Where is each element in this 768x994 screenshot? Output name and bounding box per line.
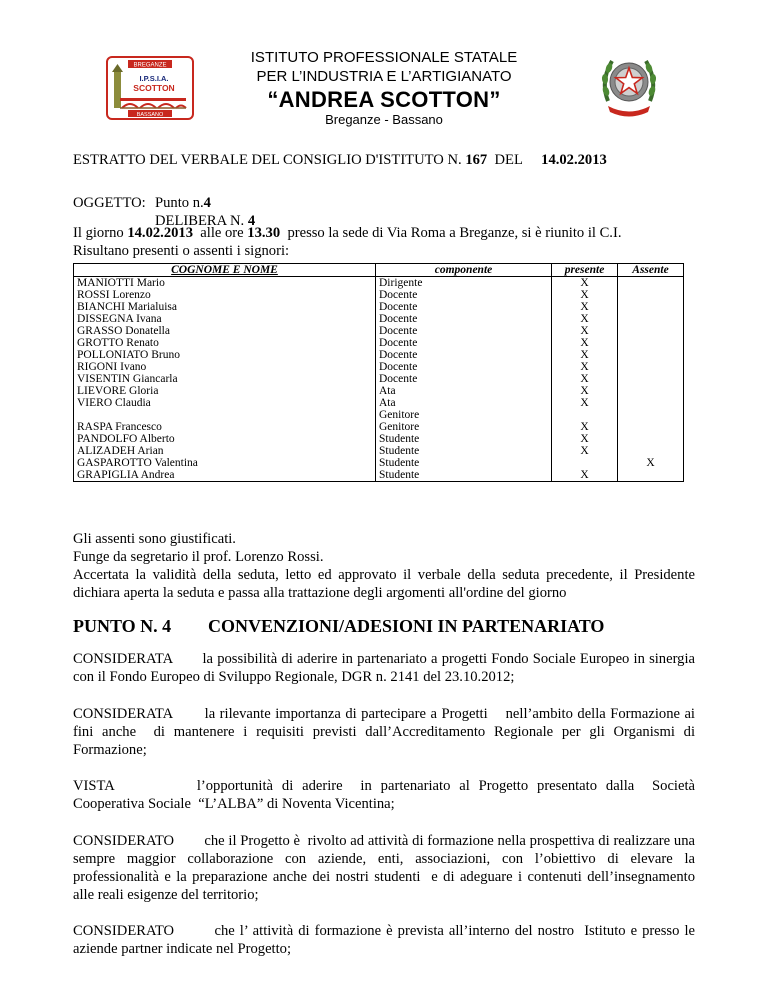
- member-absent: [618, 409, 684, 421]
- member-present: X: [552, 385, 618, 397]
- member-name: GASPAROTTO Valentina: [74, 457, 376, 469]
- member-name: [74, 409, 376, 421]
- assenti-note: Gli assenti sono giustificati.: [73, 531, 236, 547]
- table-row: [74, 289, 684, 301]
- header-line-2: PER L’INDUSTRIA E L’ARTIGIANATO: [256, 68, 512, 85]
- member-name: DISSEGNA Ivana: [74, 313, 376, 325]
- punto-title: CONVENZIONI/ADESIONI IN PARTENARIATO: [208, 616, 605, 636]
- member-role: Docente: [376, 337, 552, 349]
- italian-republic-emblem-icon: [598, 51, 660, 119]
- header-assente: Assente: [618, 264, 684, 277]
- estratto-line: ESTRATTO DEL VERBALE DEL CONSIGLIO D'ISTITUTO N. 167 DEL 14.02.2013: [73, 152, 607, 168]
- member-name: GRAPIGLIA Andrea: [74, 469, 376, 482]
- member-role: Docente: [376, 289, 552, 301]
- paragraph-considerata-1: CONSIDERATA la possibilità di aderire in partenariato a progetti Fondo Sociale Europeo in sinergia con il Fondo Europeo di Sviluppo Regionale, DGR n. 2141 del 23.10.2012;: [73, 651, 695, 685]
- member-absent: [618, 313, 684, 325]
- member-present: X: [552, 277, 618, 290]
- member-absent: [618, 421, 684, 433]
- member-present: X: [552, 445, 618, 457]
- member-present: X: [552, 313, 618, 325]
- segretario-note: Funge da segretario il prof. Lorenzo Rossi.: [73, 549, 324, 565]
- member-role: Ata: [376, 397, 552, 409]
- svg-text:SCOTTON: SCOTTON: [133, 83, 175, 93]
- member-name: PANDOLFO Alberto: [74, 433, 376, 445]
- member-role: Docente: [376, 373, 552, 385]
- paragraph-considerato-1: CONSIDERATO che il Progetto è rivolto ad attività di formazione nella prospettiva di realizzare una sempre maggior collaborazione con aziende, enti, associazioni, con l’obiettivo di elevare la professionalità e la preparazione anche dei nostri studenti e di adeguare i contenuti dell’insegnamento alle reali esigenze del territorio;: [73, 833, 699, 903]
- member-present: X: [552, 337, 618, 349]
- table-header-row: [74, 264, 684, 277]
- school-logo: [106, 56, 194, 120]
- member-role: Studente: [376, 457, 552, 469]
- member-name: RIGONI Ivano: [74, 361, 376, 373]
- intro-line-1: Il giorno 14.02.2013 alle ore 13.30 presso la sede di Via Roma a Breganze, si è riunito il C.I.: [73, 225, 622, 241]
- member-role: Genitore: [376, 421, 552, 433]
- member-name: ROSSI Lorenzo: [74, 289, 376, 301]
- verbale-number: 167: [465, 152, 488, 168]
- member-role: Genitore: [376, 409, 552, 421]
- member-name: LIEVORE Gloria: [74, 385, 376, 397]
- member-present: X: [552, 361, 618, 373]
- table-row: [74, 469, 684, 482]
- member-present: X: [552, 349, 618, 361]
- member-name: GRASSO Donatella: [74, 325, 376, 337]
- attendance-table: [73, 263, 684, 482]
- table-row: [74, 361, 684, 373]
- table-row: [74, 373, 684, 385]
- paragraph-considerata-2: CONSIDERATA la rilevante importanza di partecipare a Progetti nell’ambito della Formazione ai fini anche di mantenere i requisiti previsti dall’Accreditamento Regionale per gli Organismi di Formazione;: [73, 706, 699, 758]
- member-name: BIANCHI Marialuisa: [74, 301, 376, 313]
- member-present: X: [552, 433, 618, 445]
- header-cognome-nome: COGNOME E NOME: [74, 264, 376, 277]
- member-role: Studente: [376, 433, 552, 445]
- member-present: X: [552, 397, 618, 409]
- member-name: RASPA Francesco: [74, 421, 376, 433]
- seduta-paragraph: Accertata la validità della seduta, letto ed approvato il verbale della seduta precedente, il Presidente dichiara aperta la seduta e passa alla trattazione degli argomenti all'ordine del giorno: [73, 567, 695, 601]
- table-row: [74, 433, 684, 445]
- header-componente: componente: [376, 264, 552, 277]
- member-name: VIERO Claudia: [74, 397, 376, 409]
- table-row: [74, 421, 684, 433]
- member-role: Studente: [376, 445, 552, 457]
- member-name: POLLONIATO Bruno: [74, 349, 376, 361]
- oggetto-delibera: DELIBERA N. 4: [155, 213, 256, 229]
- oggetto-label: OGGETTO:: [73, 195, 146, 211]
- member-absent: [618, 469, 684, 482]
- member-present: X: [552, 421, 618, 433]
- intro-line-2: Risultano presenti o assenti i signori:: [73, 243, 290, 259]
- svg-text:BREGANZE: BREGANZE: [133, 62, 167, 69]
- member-absent: [618, 433, 684, 445]
- member-name: VISENTIN Giancarla: [74, 373, 376, 385]
- svg-text:I.P.S.I.A.: I.P.S.I.A.: [139, 74, 169, 83]
- member-absent: [618, 397, 684, 409]
- school-name: “ANDREA SCOTTON”: [267, 87, 501, 112]
- member-absent: [618, 301, 684, 313]
- member-role: Studente: [376, 469, 552, 482]
- table-row: [74, 349, 684, 361]
- table-row: [74, 445, 684, 457]
- member-present: X: [552, 373, 618, 385]
- table-row: [74, 325, 684, 337]
- paragraph-considerato-2: CONSIDERATO che l’ attività di formazione è prevista all’interno del nostro Istituto e presso le aziende partner indicate nel Progetto;: [73, 923, 699, 957]
- table-row: [74, 385, 684, 397]
- member-absent: X: [618, 457, 684, 469]
- punto-label: PUNTO N. 4: [73, 616, 172, 636]
- member-present: X: [552, 469, 618, 482]
- member-present: [552, 457, 618, 469]
- svg-text:BASSANO: BASSANO: [136, 111, 164, 118]
- member-absent: [618, 373, 684, 385]
- member-present: X: [552, 301, 618, 313]
- school-location: Breganze - Bassano: [325, 112, 443, 127]
- paragraph-vista: VISTA l’opportunità di aderire in partenariato al Progetto presentato dalla Società Cooperativa Sociale “L’ALBA” di Noventa Vicentina;: [73, 778, 699, 812]
- member-role: Docente: [376, 301, 552, 313]
- member-role: Docente: [376, 361, 552, 373]
- table-row: [74, 313, 684, 325]
- member-absent: [618, 445, 684, 457]
- table-row: [74, 301, 684, 313]
- member-present: X: [552, 325, 618, 337]
- member-absent: [618, 349, 684, 361]
- table-row: [74, 409, 684, 421]
- member-name: MANIOTTI Mario: [74, 277, 376, 290]
- member-role: Docente: [376, 325, 552, 337]
- member-absent: [618, 277, 684, 290]
- member-present: X: [552, 289, 618, 301]
- member-absent: [618, 337, 684, 349]
- header-line-1: ISTITUTO PROFESSIONALE STATALE: [250, 49, 518, 66]
- member-name: ALIZADEH Arian: [74, 445, 376, 457]
- member-role: Docente: [376, 313, 552, 325]
- table-row: [74, 397, 684, 409]
- member-name: GROTTO Renato: [74, 337, 376, 349]
- table-row: [74, 337, 684, 349]
- member-role: Dirigente: [376, 277, 552, 290]
- member-role: Docente: [376, 349, 552, 361]
- member-present: [552, 409, 618, 421]
- member-role: Ata: [376, 385, 552, 397]
- member-absent: [618, 385, 684, 397]
- verbale-date: 14.02.2013: [541, 152, 607, 168]
- oggetto-punto: Punto n.4: [155, 195, 211, 211]
- table-row: [74, 277, 684, 290]
- member-absent: [618, 325, 684, 337]
- member-absent: [618, 361, 684, 373]
- header-presente: presente: [552, 264, 618, 277]
- table-row: [74, 457, 684, 469]
- member-absent: [618, 289, 684, 301]
